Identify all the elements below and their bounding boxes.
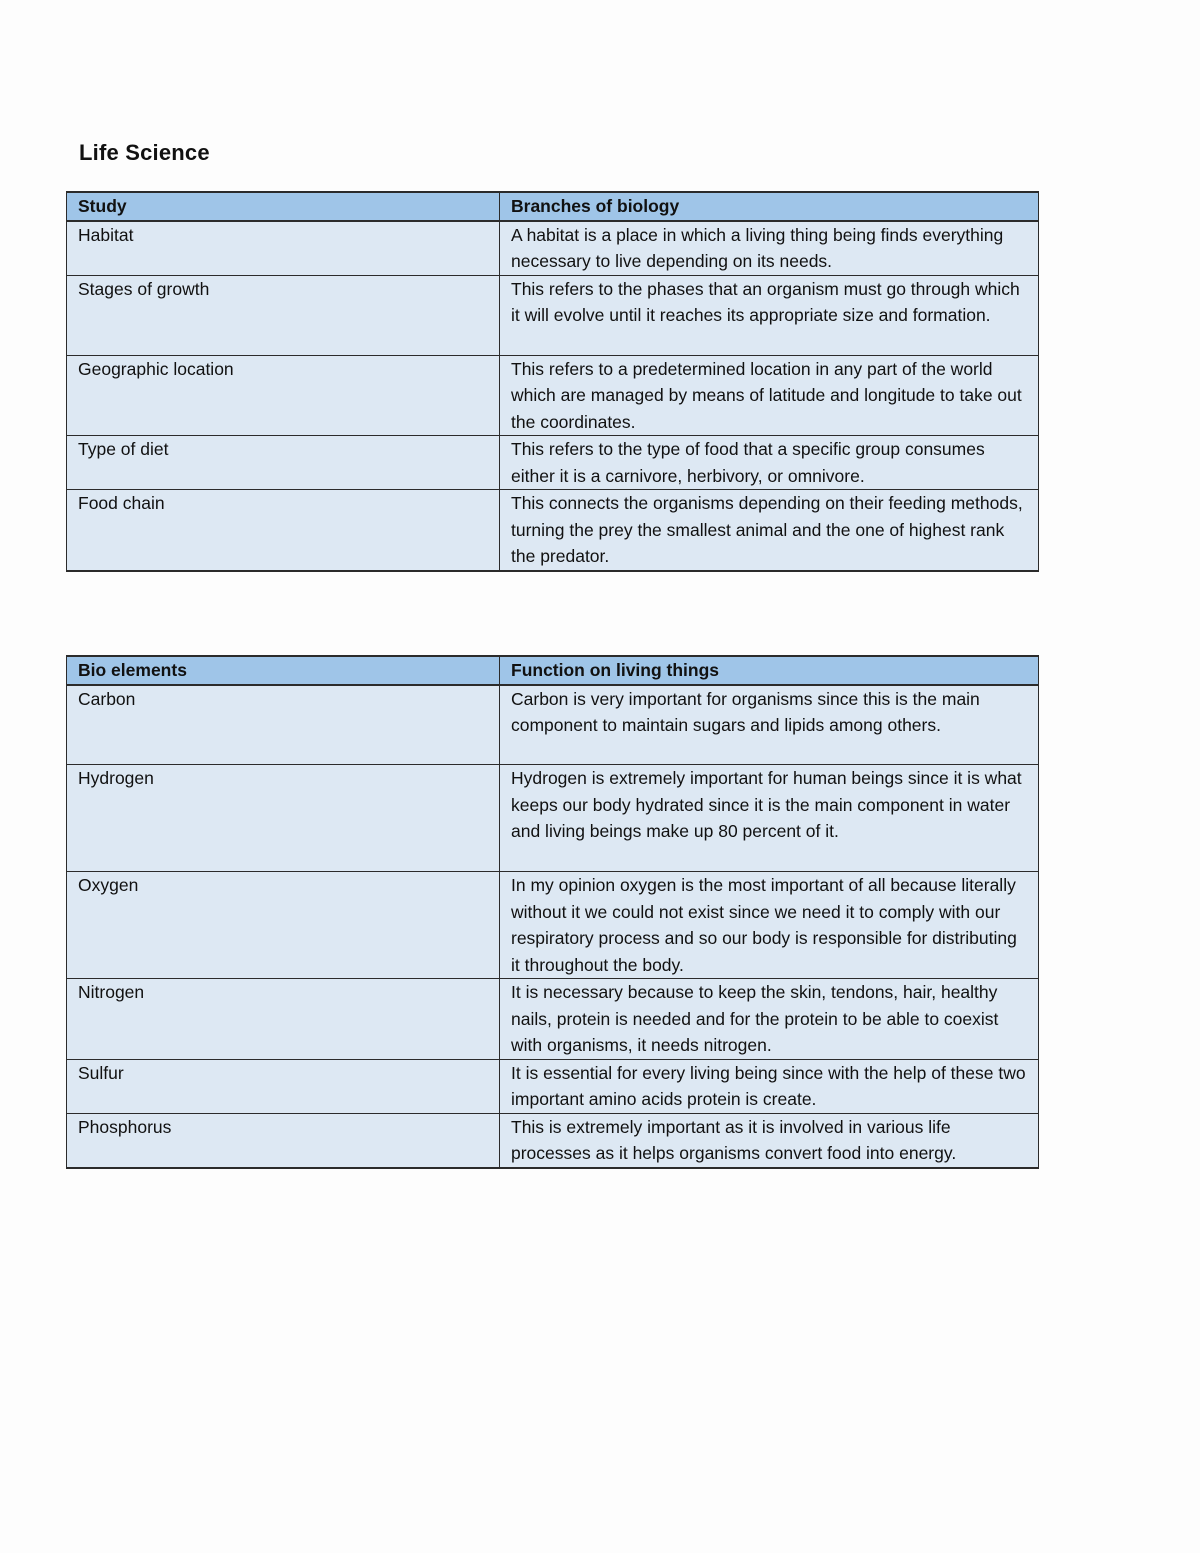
column-header-study: Study [67,192,500,221]
term-cell: Sulfur [67,1059,500,1113]
description-cell: It is necessary because to keep the skin, tendons, hair, healthy nails, protein is needed and for the protein to be able to coexist with organisms, it needs nitrogen. [500,979,1039,1060]
description-cell: This refers to the phases that an organism must go through which it will evolve until it reaches its appropriate size and formation. [500,275,1039,355]
description-cell: This refers to a predetermined location in any part of the world which are managed by means of latitude and longitude to take out the coordinates. [500,355,1039,436]
table-row [67,490,1039,571]
term-cell: Stages of growth [67,275,500,355]
table-row [67,1059,1039,1113]
page-title: Life Science [79,140,210,165]
column-header-bio-elements: Bio elements [67,656,500,685]
table-header-row [67,656,1039,685]
bio-elements-table [66,655,1039,1169]
table-row [67,872,1039,979]
term-cell: Carbon [67,685,500,765]
term-cell: Type of diet [67,436,500,490]
term-cell: Geographic location [67,355,500,436]
column-header-function: Function on living things [500,656,1039,685]
table-header-row [67,192,1039,221]
term-cell: Food chain [67,490,500,571]
table-row [67,355,1039,436]
term-cell: Hydrogen [67,765,500,872]
description-cell: This refers to the type of food that a specific group consumes either it is a carnivore, herbivory, or omnivore. [500,436,1039,490]
description-cell: Hydrogen is extremely important for human beings since it is what keeps our body hydrated since it is the main component in water and living beings make up 80 percent of it. [500,765,1039,872]
description-cell: This is extremely important as it is involved in various life processes as it helps organisms convert food into energy. [500,1113,1039,1168]
description-cell: It is essential for every living being since with the help of these two important amino acids protein is create. [500,1059,1039,1113]
description-cell: In my opinion oxygen is the most important of all because literally without it we could not exist since we need it to comply with our respiratory process and so our body is responsible for distributing it throughout the body. [500,872,1039,979]
description-cell: Carbon is very important for organisms since this is the main component to maintain sugars and lipids among others. [500,685,1039,765]
table-row [67,685,1039,765]
description-cell: A habitat is a place in which a living thing being finds everything necessary to live depending on its needs. [500,221,1039,276]
study-table [66,191,1039,572]
table-row [67,765,1039,872]
term-cell: Oxygen [67,872,500,979]
table-row [67,436,1039,490]
description-cell: This connects the organisms depending on their feeding methods, turning the prey the smallest animal and the one of highest rank the predator. [500,490,1039,571]
table-row [67,275,1039,355]
table-row [67,221,1039,276]
term-cell: Phosphorus [67,1113,500,1168]
column-header-branches: Branches of biology [500,192,1039,221]
table-row [67,1113,1039,1168]
table-row [67,979,1039,1060]
term-cell: Habitat [67,221,500,276]
term-cell: Nitrogen [67,979,500,1060]
